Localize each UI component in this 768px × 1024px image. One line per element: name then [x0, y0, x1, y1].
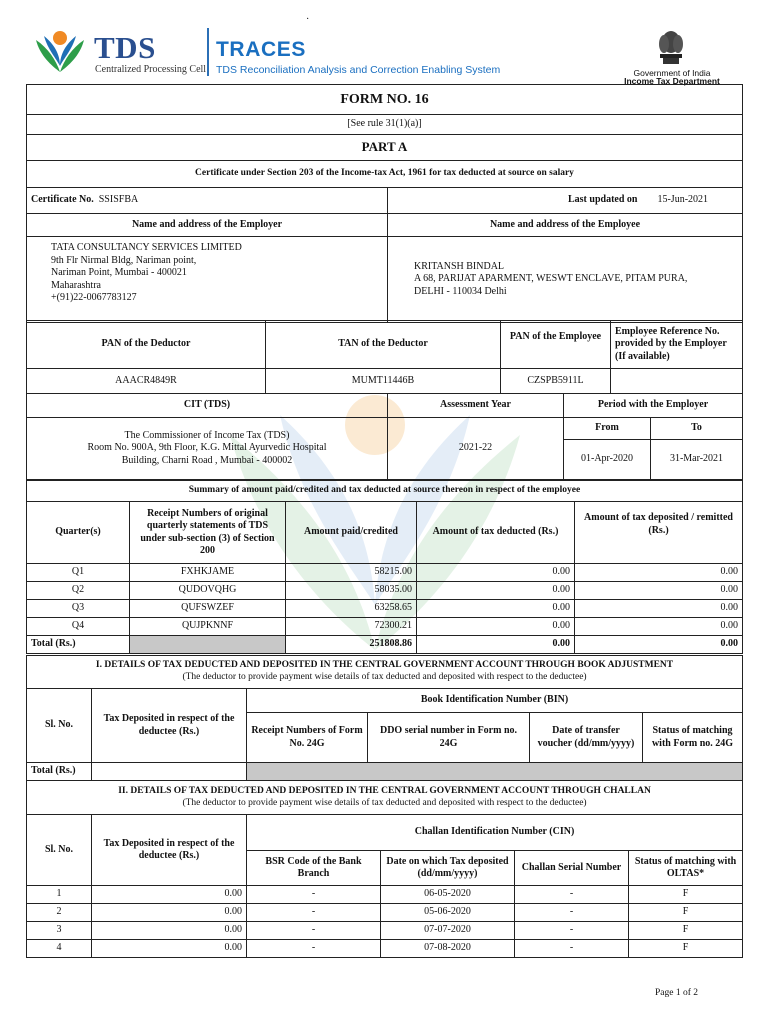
tax-deducted-cell: 0.00	[417, 582, 575, 600]
cit-line: Building, Charni Road , Mumbai - 400002	[121, 454, 293, 466]
ids-table	[26, 320, 743, 394]
tax-deducted-cell: 0.00	[417, 600, 575, 618]
assessment-year-value: 2021-22	[388, 418, 564, 480]
tax-deposited-cell: 0.00	[575, 564, 743, 582]
bsr-cell: -	[247, 904, 381, 922]
quarter-cell: Q3	[27, 600, 130, 618]
tax-deposited-cell: 0.00	[575, 582, 743, 600]
cit-line: The Commissioner of Income Tax (TDS)	[124, 429, 290, 441]
summary-col-receipt: Receipt Numbers of original quarterly statements of TDS under sub-section (3) of Section 200	[130, 502, 286, 564]
section1-subheading: (The deductor to provide payment wise details of tax deducted and deposited with respect to the deductee)	[182, 672, 587, 682]
tax-cell: 0.00	[92, 886, 247, 904]
total-row	[27, 636, 743, 654]
tax-cell: 0.00	[92, 940, 247, 958]
date-cell: 07-08-2020	[381, 940, 515, 958]
summary-col-quarter: Quarter(s)	[27, 502, 130, 564]
employer-line: 9th Flr Nirmal Bldg, Nariman point,	[51, 254, 197, 266]
sl-cell: 2	[27, 904, 92, 922]
status-cell: F	[629, 886, 743, 904]
form-header-table	[26, 84, 743, 323]
certificate-no-label: Certificate No.	[31, 194, 94, 206]
sl-cell: 3	[27, 922, 92, 940]
summary-col-amount-paid: Amount paid/credited	[286, 502, 417, 564]
section2-heading-cell	[27, 781, 743, 815]
last-updated-label: Last updated on	[568, 194, 638, 206]
section2-col-date: Date on which Tax deposited (dd/mm/yyyy)	[381, 851, 515, 886]
section2-sl-label: Sl. No.	[27, 815, 92, 886]
assessment-year-label: Assessment Year	[388, 394, 564, 418]
stray-dot: ·	[306, 14, 310, 25]
cit-line: Room No. 900A, 9th Floor, K.G. Mittal Ayurvedic Hospital	[87, 442, 327, 454]
period-label: Period with the Employer	[564, 394, 743, 418]
tax-deducted-cell: 0.00	[417, 564, 575, 582]
book-adjustment-table	[26, 655, 743, 781]
sl-cell: 4	[27, 940, 92, 958]
emp-ref-value	[611, 369, 743, 394]
employer-line: Maharashtra	[51, 279, 101, 291]
gov-line-2: Income Tax Department	[624, 76, 720, 86]
table-row	[27, 940, 743, 958]
employee-line: DELHI - 110034 Delhi	[414, 285, 507, 297]
table-row	[27, 886, 743, 904]
form-rule: [See rule 31(1)(a)]	[27, 115, 743, 135]
bsr-cell: -	[247, 886, 381, 904]
form-title: FORM NO. 16	[27, 85, 743, 115]
date-cell: 05-06-2020	[381, 904, 515, 922]
table-row	[27, 618, 743, 636]
section2-col-status: Status of matching with OLTAS*	[629, 851, 743, 886]
pan-employee-value: CZSPB5911L	[501, 369, 611, 394]
cin-label: Challan Identification Number (CIN)	[247, 815, 743, 851]
quarter-cell: Q1	[27, 564, 130, 582]
bsr-cell: -	[247, 922, 381, 940]
section1-col-date: Date of transfer voucher (dd/mm/yyyy)	[530, 713, 643, 763]
tds-subtitle: Centralized Processing Cell	[95, 64, 207, 75]
serial-cell: -	[515, 886, 629, 904]
total-label: Total (Rs.)	[27, 636, 130, 654]
tax-deposited-cell: 0.00	[575, 618, 743, 636]
section1-tax-label: Tax Deposited in respect of the deductee (Rs.)	[92, 689, 247, 763]
section1-total-value	[92, 763, 247, 781]
status-cell: F	[629, 922, 743, 940]
section2-tax-label: Tax Deposited in respect of the deductee (Rs.)	[92, 815, 247, 886]
receipt-cell: QUJPKNNF	[130, 618, 286, 636]
section1-total-label: Total (Rs.)	[27, 763, 92, 781]
total-gray-cell	[130, 636, 286, 654]
tax-deducted-cell: 0.00	[417, 618, 575, 636]
from-value: 01-Apr-2020	[564, 440, 651, 480]
tds-logo-icon	[30, 26, 90, 76]
section2-col-bsr: BSR Code of the Bank Branch	[247, 851, 381, 886]
national-emblem-icon	[654, 28, 688, 68]
section2-col-serial: Challan Serial Number	[515, 851, 629, 886]
from-label: From	[564, 418, 651, 440]
receipt-cell: QUDOVQHG	[130, 582, 286, 600]
section2-subheading: (The deductor to provide payment wise details of tax deducted and deposited with respect to the deductee)	[182, 797, 587, 808]
page-number: Page 1 of 2	[655, 988, 699, 998]
pan-deductor-value: AAACR4849R	[27, 369, 266, 394]
gov-line-1: Government of India	[633, 68, 711, 78]
summary-table	[26, 480, 743, 654]
challan-table	[26, 780, 743, 958]
to-value: 31-Mar-2021	[651, 440, 743, 480]
last-updated-value: 15-Jun-2021	[657, 194, 709, 206]
total-tax-deposited: 0.00	[575, 636, 743, 654]
bsr-cell: -	[247, 940, 381, 958]
section1-sl-label: Sl. No.	[27, 689, 92, 763]
quarter-cell: Q2	[27, 582, 130, 600]
part-a-heading: PART A	[27, 135, 743, 161]
employer-line: Nariman Point, Mumbai - 400021	[51, 267, 187, 278]
employer-line: +(91)22-0067783127	[51, 292, 137, 303]
status-cell: F	[629, 940, 743, 958]
tax-deposited-cell: 0.00	[575, 600, 743, 618]
table-row	[27, 922, 743, 940]
section2-heading: II. DETAILS OF TAX DEDUCTED AND DEPOSITED IN THE CENTRAL GOVERNMENT ACCOUNT THROUGH CHALLAN	[118, 785, 651, 796]
cit-address	[27, 418, 388, 480]
date-cell: 06-05-2020	[381, 886, 515, 904]
employee-heading: Name and address of the Employee	[388, 214, 743, 237]
page-header	[0, 0, 768, 84]
pan-employee-label: PAN of the Employee	[501, 321, 611, 369]
certificate-no-value: SSISFBA	[98, 194, 139, 206]
cit-table	[26, 393, 743, 480]
summary-heading: Summary of amount paid/credited and tax deducted at source thereon in respect of the employee	[27, 481, 743, 502]
quarter-cell: Q4	[27, 618, 130, 636]
amount-paid-cell: 58035.00	[286, 582, 417, 600]
serial-cell: -	[515, 922, 629, 940]
table-row	[27, 582, 743, 600]
traces-title: TRACES	[216, 38, 306, 61]
section1-total-gray	[247, 763, 743, 781]
cit-label: CIT (TDS)	[27, 394, 388, 418]
employer-heading: Name and address of the Employer	[27, 214, 388, 237]
employer-line: TATA CONSULTANCY SERVICES LIMITED	[51, 242, 242, 253]
certificate-no-cell	[27, 188, 388, 214]
section1-col-status: Status of matching with Form no. 24G	[643, 713, 743, 763]
amount-paid-cell: 72300.21	[286, 618, 417, 636]
table-row	[27, 564, 743, 582]
receipt-cell: QUFSWZEF	[130, 600, 286, 618]
certificate-heading: Certificate under Section 203 of the Income-tax Act, 1961 for tax deducted at source on salary	[27, 161, 743, 188]
summary-col-tax-deposited: Amount of tax deposited / remitted (Rs.)	[575, 502, 743, 564]
tds-title: TDS	[94, 30, 156, 65]
bin-label: Book Identification Number (BIN)	[247, 689, 743, 713]
header-divider	[207, 28, 209, 76]
pan-deductor-label: PAN of the Deductor	[27, 321, 266, 369]
last-updated-cell	[388, 188, 743, 214]
sl-cell: 1	[27, 886, 92, 904]
tan-deductor-label: TAN of the Deductor	[266, 321, 501, 369]
total-amount-paid: 251808.86	[286, 636, 417, 654]
section1-heading-cell	[27, 656, 743, 689]
amount-paid-cell: 63258.65	[286, 600, 417, 618]
employee-address	[388, 237, 743, 323]
employer-address	[27, 237, 388, 323]
emp-ref-label: Employee Reference No. provided by the Employer (If available)	[611, 321, 743, 369]
amount-paid-cell: 58215.00	[286, 564, 417, 582]
employee-line: A 68, PARIJAT APARMENT, WESWT ENCLAVE, PITAM PURA,	[414, 273, 688, 285]
table-row	[27, 600, 743, 618]
table-row	[27, 904, 743, 922]
tan-deductor-value: MUMT11446B	[266, 369, 501, 394]
traces-subtitle: TDS Reconciliation Analysis and Correction Enabling System	[216, 64, 501, 76]
section1-col-ddo: DDO serial number in Form no. 24G	[368, 713, 530, 763]
to-label: To	[651, 418, 743, 440]
tax-cell: 0.00	[92, 904, 247, 922]
receipt-cell: FXHKJAME	[130, 564, 286, 582]
tax-cell: 0.00	[92, 922, 247, 940]
serial-cell: -	[515, 940, 629, 958]
summary-col-tax-deducted: Amount of tax deducted (Rs.)	[417, 502, 575, 564]
total-tax-deducted: 0.00	[417, 636, 575, 654]
date-cell: 07-07-2020	[381, 922, 515, 940]
serial-cell: -	[515, 904, 629, 922]
section1-col-receipt: Receipt Numbers of Form No. 24G	[247, 713, 368, 763]
employee-line: KRITANSH BINDAL	[414, 260, 505, 272]
section1-heading: I. DETAILS OF TAX DEDUCTED AND DEPOSITED IN THE CENTRAL GOVERNMENT ACCOUNT THROUGH BOOK ADJUSTMENT	[95, 660, 674, 671]
status-cell: F	[629, 904, 743, 922]
